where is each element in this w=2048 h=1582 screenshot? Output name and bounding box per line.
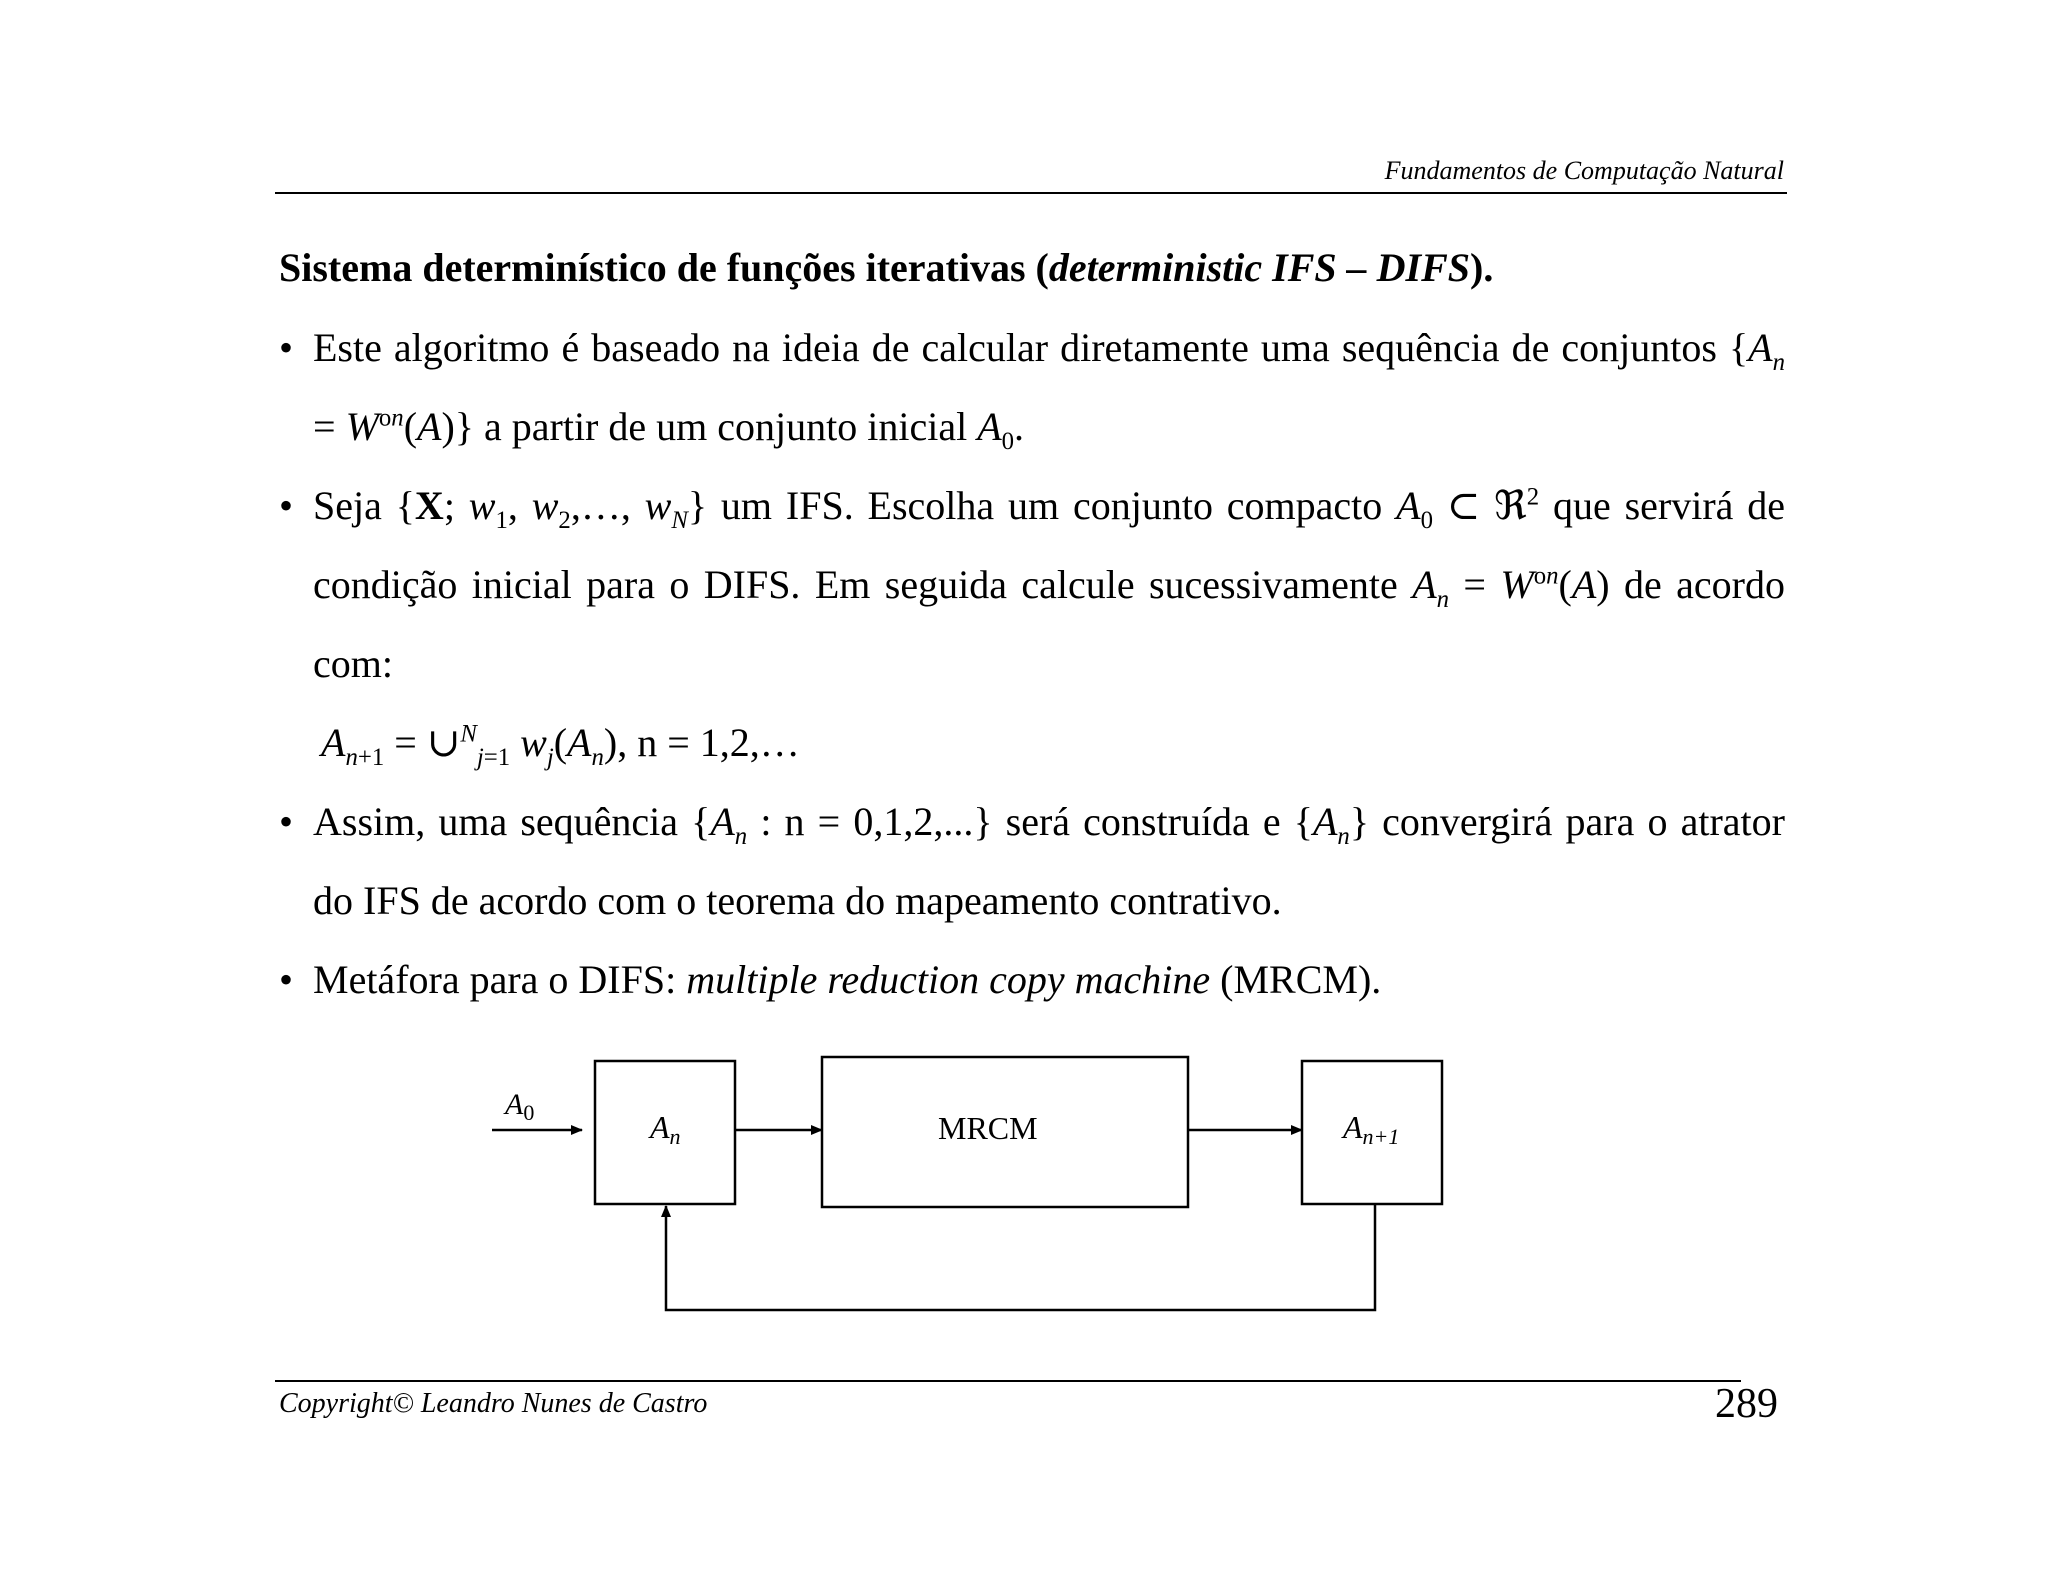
formula-part1: = ∪ bbox=[394, 720, 461, 765]
bullet-3-part1: Assim, uma sequência { bbox=[313, 799, 711, 844]
bullet-2-part3: que servirá de condição inicial para o DIFS. Em seguida calcule sucessivamente bbox=[313, 483, 1786, 607]
formula-part2: , n = 1,2,… bbox=[617, 720, 800, 765]
copyright: Copyright© Leandro Nunes de Castro bbox=[279, 1388, 708, 1419]
box-an-label: An bbox=[650, 1109, 681, 1149]
box-mrcm-label: MRCM bbox=[938, 1110, 1038, 1146]
bullet-4-italic: multiple reduction copy machine bbox=[686, 957, 1211, 1002]
feedback-arrow bbox=[666, 1204, 1375, 1310]
bullet-1-part1: Este algoritmo é baseado na ideia de calcular diretamente uma sequência de conjuntos { bbox=[313, 325, 1749, 370]
title-text: Sistema determinístico de funções iterativas ( bbox=[279, 245, 1049, 290]
bullet-2-x: X bbox=[414, 483, 444, 528]
title-italic: deterministic IFS – DIFS bbox=[1048, 245, 1471, 290]
bullet-3: • Assim, uma sequência {$A_n$ : n = 0,1,2,...} será construída e $\{A_n\}$ convergirá para o atrator do IFS de acordo com o teorema do mapeamento contrativo. bbox=[279, 782, 1785, 940]
bullet-3-part2: : n = 0,1,2,...} será construída e { bbox=[747, 799, 1313, 844]
bullet-1: • Este algoritmo é baseado na ideia de calcular diretamente uma sequência de conjuntos $\{A_n = W^{on}(A)\}$ a partir de um conjunto inicial $A_0$. bbox=[279, 308, 1785, 466]
box-an1-label: An+1 bbox=[1343, 1109, 1400, 1149]
bullet-4-part2: (MRCM). bbox=[1210, 957, 1382, 1002]
page-number: 289 bbox=[1715, 1381, 1778, 1427]
bullet-dot: • bbox=[279, 799, 294, 844]
footer-rule bbox=[275, 1380, 1741, 1382]
formula: $A_{n+1}$ = ∪$^N_{j=1}$ $w_j(A_n)$, n = 1,2,… bbox=[321, 720, 800, 771]
bullet-1-part2: } a partir de um conjunto inicial bbox=[454, 404, 978, 449]
bullet-2: • Seja {X; $w_1$, $w_2,\dots$, $w_N$} um IFS. Escolha um conjunto compacto $A_0$ ⊂ ℜ$^2$ que servirá de condição inicial para o DIFS. Em seguida calcule sucessivamente $A_n = W^{on}(A)$ de acordo com: bbox=[279, 466, 1785, 703]
bullet-dot: • bbox=[279, 957, 294, 1002]
running-header: Fundamentos de Computação Natural bbox=[1384, 156, 1784, 185]
bullet-2-part4: de acordo com: bbox=[313, 562, 1785, 686]
bullet-2-part1: Seja { bbox=[313, 483, 415, 528]
bullet-3-part3: } convergirá para o atrator do IFS de acordo com o teorema do mapeamento contrativo. bbox=[313, 799, 1785, 923]
bullet-4-part1: Metáfora para o DIFS: bbox=[313, 957, 687, 1002]
bullet-2-part2: } um IFS. Escolha um conjunto compacto bbox=[687, 483, 1397, 528]
input-label: $A_0$ bbox=[505, 1088, 535, 1125]
title-end: ). bbox=[1470, 245, 1494, 290]
bullet-dot: • bbox=[279, 325, 294, 370]
bullet-dot: • bbox=[279, 483, 294, 528]
